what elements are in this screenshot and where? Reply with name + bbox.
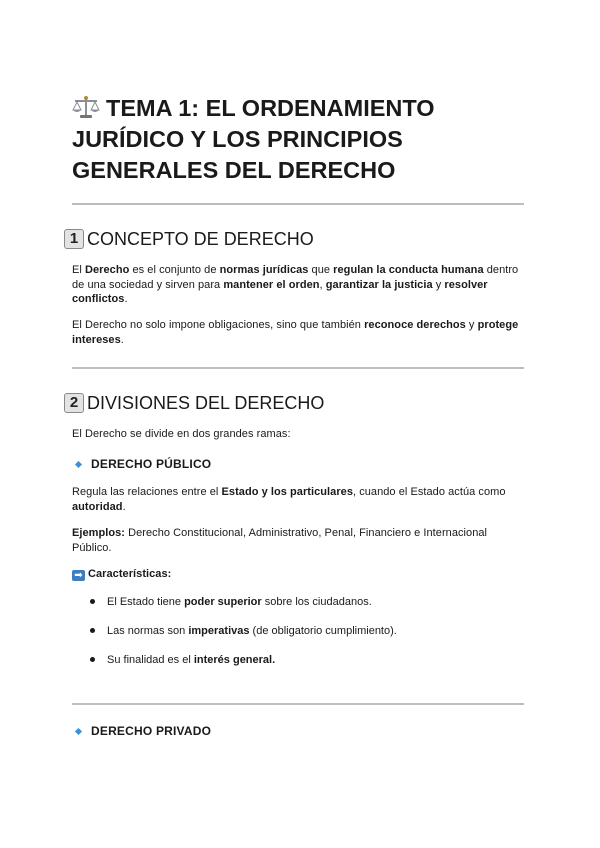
divider — [72, 703, 524, 705]
diamond-bullet-icon — [75, 460, 82, 467]
divider — [72, 367, 524, 369]
section-heading-1 — [64, 228, 314, 250]
divider — [72, 203, 524, 205]
paragraph-intro-divisiones: El Derecho se divide en dos grandes ramas: — [72, 428, 291, 440]
subheading-derecho-publico: DERECHO PÚBLICO — [76, 457, 211, 471]
paragraph-concepto: El Derecho es el conjunto de normas jurídicas que regulan la conducta humana dentro de una sociedad y sirven para mantener el orden, garantizar la justicia y resolver conflictos. — [72, 264, 519, 305]
subheading-derecho-privado: DERECHO PRIVADO — [76, 724, 211, 738]
paragraph-publico: Regula las relaciones entre el Estado y los particulares, cuando el Estado actúa como autoridad. — [72, 486, 506, 513]
paragraph-ejemplos: Ejemplos: Derecho Constitucional, Administrativo, Penal, Financiero e Internacional Público. — [72, 527, 488, 554]
section-heading-text: DIVISIONES DEL DERECHO — [87, 393, 325, 413]
bullet-dot-icon — [90, 657, 95, 662]
list-item: Las normas son imperativas (de obligatorio cumplimiento). — [90, 624, 510, 638]
diamond-bullet-icon — [75, 727, 82, 734]
section-number-badge: 1 — [64, 229, 84, 249]
list-item: El Estado tiene poder superior sobre los ciudadanos. — [90, 595, 510, 609]
bullet-dot-icon — [90, 599, 95, 604]
caracteristicas-label: ➡ Características: — [72, 567, 524, 582]
paragraph-derechos: El Derecho no solo impone obligaciones, sino que también reconoce derechos y protege intereses. — [72, 319, 519, 346]
section-heading-2 — [64, 392, 324, 414]
bullet-dot-icon — [90, 628, 95, 633]
page-title — [72, 93, 524, 186]
section-number-badge: 2 — [64, 393, 84, 413]
arrow-right-icon: ➡ — [72, 570, 85, 581]
page-title-text: TEMA 1: EL ORDENAMIENTO JURÍDICO Y LOS PRINCIPIOS GENERALES DEL DERECHO — [72, 95, 435, 183]
section-heading-text: CONCEPTO DE DERECHO — [87, 229, 314, 249]
balance-scale-icon — [72, 95, 100, 119]
list-item: Su finalidad es el interés general. — [90, 653, 510, 667]
